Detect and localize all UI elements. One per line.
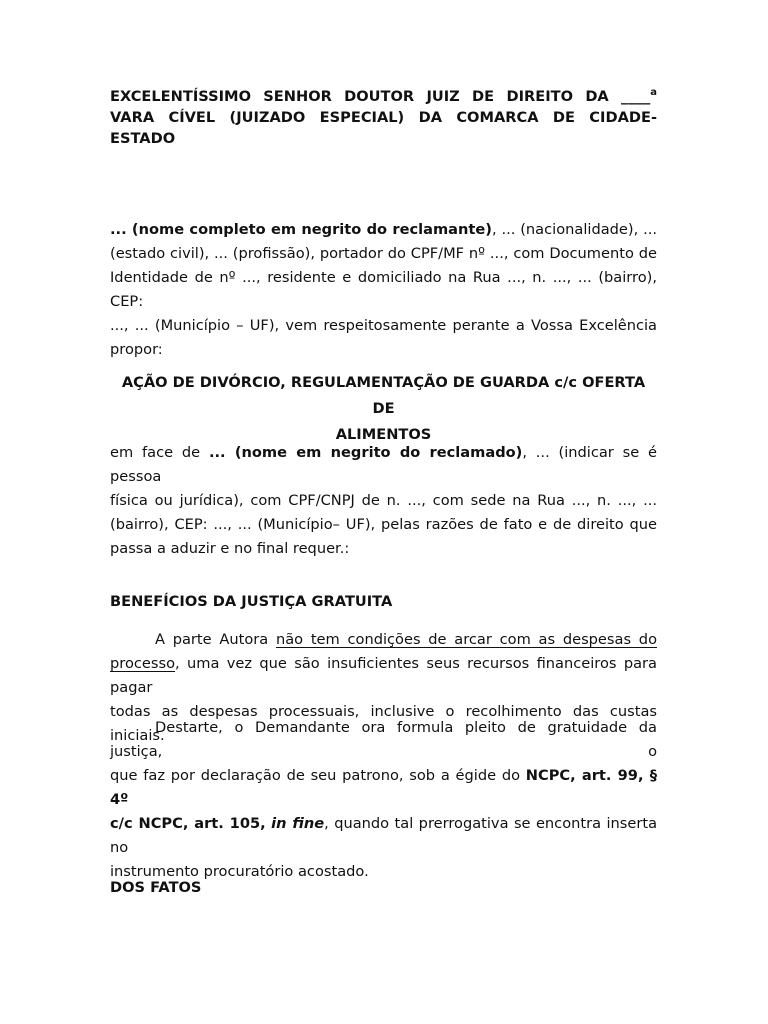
party-qualification-paragraph: ... (nome completo em negrito do reclamante), ... (nacionalidade), ... (estado civil), ... (profissão), portador do CPF/MF nº ..., com Documento de Identidade de nº ..., residente e domiciliado na Rua ..., n. ..., ... (bairro), CEP: ..., ... (Município – UF), vem respeitosamente perante a Vossa Excelência propor: <box>110 221 657 358</box>
court-address-line-2: VARA CÍVEL (JUIZADO ESPECIAL) DA COMARCA DE CIDADE-ESTADO <box>110 109 657 147</box>
benefits-paragraph-1: A parte Autora não tem condições de arcar com as despesas do processo, uma vez que são insuficientes seus recursos financeiros para pagar todas as despesas processuais, inclusive o recolhimento das custas iniciais. <box>110 631 657 744</box>
legal-citation: c/c NCPC, art. 105, <box>110 815 266 832</box>
defendant-name: ... (nome em negrito do reclamado) <box>208 444 523 461</box>
action-title: AÇÃO DE DIVÓRCIO, REGULAMENTAÇÃO DE GUARDA c/c OFERTA DE ALIMENTOS <box>121 374 646 443</box>
legal-citation: NCPC, art. 99, § 4º <box>110 767 657 808</box>
court-address-heading <box>110 82 657 149</box>
ordinal-indicator: a <box>650 87 657 98</box>
section-heading-facts: DOS FATOS <box>110 879 202 896</box>
opponent-paragraph: em face de ... (nome em negrito do reclamado), ... (indicar se é pessoa física ou jurídica), com CPF/CNPJ de n. ..., com sede na Rua ..., n. ..., ... (bairro), CEP: ..., ... (Município– UF), pelas razões de fato e de direito que passa a aduzir e no final requer.: <box>110 444 657 557</box>
section-heading-benefits: BENEFÍCIOS DA JUSTIÇA GRATUITA <box>110 593 393 610</box>
court-address-line-1: EXCELENTÍSSIMO SENHOR DOUTOR JUIZ DE DIREITO DA ____$^a$ <box>110 87 657 105</box>
benefits-paragraph-2: Destarte, o Demandante ora formula pleito de gratuidade da justiça, o que faz por declaração de seu patrono, sob a égide do NCPC, art. 99, § 4º c/c NCPC, art. 105, in fine, quando tal prerrogativa se encontra inserta no instrumento procuratório acostado. <box>110 719 658 880</box>
underlined-text: não tem condições de arcar com as despesas do <box>275 631 657 648</box>
plaintiff-name: ... (nome completo em negrito do reclamante) <box>110 221 492 238</box>
latin-term: in fine <box>271 815 325 832</box>
underlined-text: processo <box>110 655 176 672</box>
